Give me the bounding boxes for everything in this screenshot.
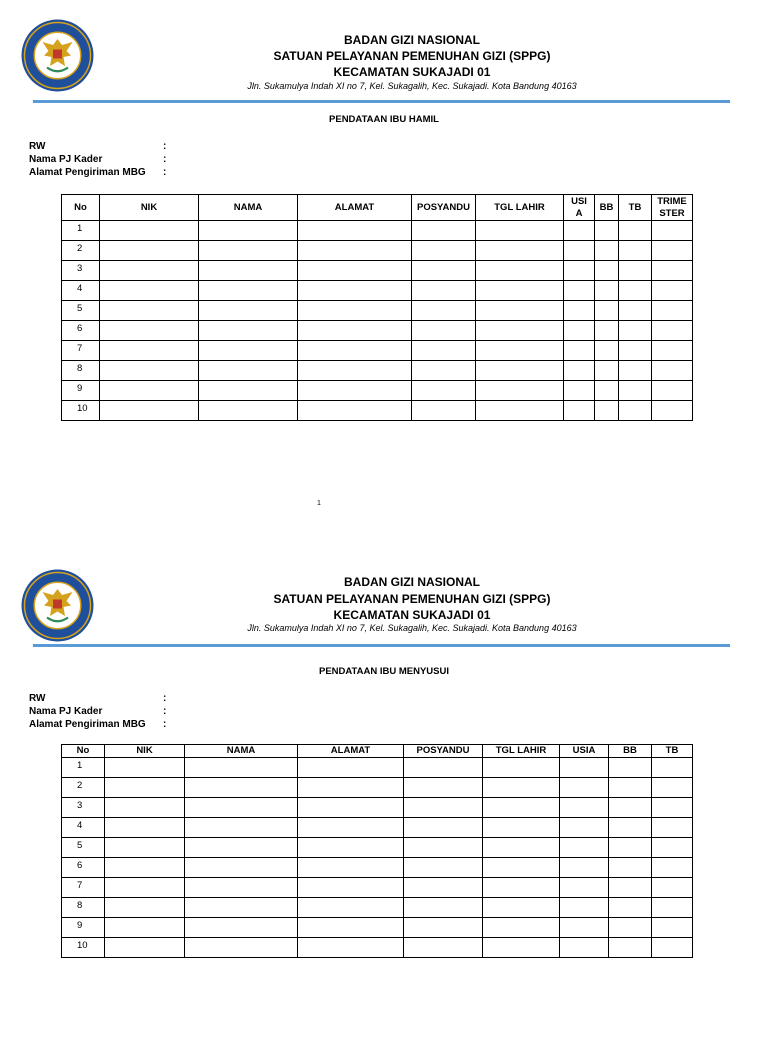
col-nama: NAMA [199, 195, 298, 221]
cell[interactable] [298, 838, 404, 858]
district-name: KECAMATAN SUKAJADI 01 [333, 608, 491, 622]
cell[interactable] [560, 778, 609, 798]
cell[interactable] [185, 918, 298, 938]
cell[interactable] [595, 341, 619, 361]
cell[interactable] [595, 281, 619, 301]
cell[interactable] [619, 321, 652, 341]
cell[interactable] [595, 301, 619, 321]
cell[interactable] [652, 878, 693, 898]
cell[interactable] [652, 381, 693, 401]
cell[interactable] [298, 301, 412, 321]
cell[interactable] [564, 261, 595, 281]
cell[interactable] [652, 281, 693, 301]
table-row [62, 938, 693, 958]
cell[interactable] [105, 938, 185, 958]
cell[interactable] [560, 938, 609, 958]
row-number: 10 [62, 938, 105, 958]
cell[interactable] [298, 798, 404, 818]
cell[interactable] [298, 918, 404, 938]
cell[interactable] [185, 858, 298, 878]
cell[interactable] [298, 858, 404, 878]
cell[interactable] [619, 221, 652, 241]
cell[interactable] [619, 281, 652, 301]
form-title: PENDATAAN IBU MENYUSUI [318, 666, 449, 677]
cell[interactable] [298, 281, 412, 301]
cell[interactable] [560, 918, 609, 938]
cell[interactable] [619, 361, 652, 381]
table-row [62, 758, 693, 778]
cell[interactable] [476, 221, 564, 241]
cell[interactable] [483, 758, 560, 778]
cell[interactable] [105, 838, 185, 858]
cell[interactable] [483, 898, 560, 918]
cell[interactable] [560, 798, 609, 818]
address: Jln. Sukamulya Indah XI no 7, Kel. Sukagalih, Kec. Sukajadi. Kota Bandung 40163 [247, 81, 577, 91]
cell[interactable] [185, 818, 298, 838]
cell[interactable] [564, 401, 595, 421]
unit-name: SATUAN PELAYANAN PEMENUHAN GIZI (SPPG) [273, 592, 551, 606]
cell[interactable] [483, 778, 560, 798]
unit-name: SATUAN PELAYANAN PEMENUHAN GIZI (SPPG) [273, 49, 551, 63]
cell[interactable] [483, 878, 560, 898]
row-number: 2 [62, 241, 100, 261]
cell[interactable] [476, 281, 564, 301]
cell[interactable] [105, 898, 185, 918]
cell[interactable] [483, 838, 560, 858]
cell[interactable] [564, 241, 595, 261]
cell[interactable] [595, 401, 619, 421]
cell[interactable] [564, 321, 595, 341]
cell[interactable] [100, 241, 199, 261]
cell[interactable] [483, 858, 560, 878]
cell[interactable] [652, 838, 693, 858]
cell[interactable] [199, 401, 298, 421]
cell[interactable] [595, 361, 619, 381]
pj-kader-value[interactable]: : [163, 706, 167, 717]
cell[interactable] [100, 341, 199, 361]
cell[interactable] [100, 401, 199, 421]
table-row [62, 858, 693, 878]
cell[interactable] [100, 221, 199, 241]
cell[interactable] [298, 818, 404, 838]
pj-kader-value[interactable]: : [163, 154, 167, 165]
cell[interactable] [185, 938, 298, 958]
cell[interactable] [199, 241, 298, 261]
form-title: PENDATAAN IBU HAMIL [329, 114, 439, 125]
col-no: No [62, 195, 100, 221]
cell[interactable] [100, 281, 199, 301]
cell[interactable] [404, 918, 483, 938]
cell[interactable] [199, 381, 298, 401]
address: Jln. Sukamulya Indah XI no 7, Kel. Sukagalih, Kec. Sukajadi. Kota Bandung 40163 [247, 623, 577, 633]
cell[interactable] [199, 321, 298, 341]
cell[interactable] [298, 758, 404, 778]
cell[interactable] [652, 221, 693, 241]
cell[interactable] [595, 381, 619, 401]
cell[interactable] [298, 381, 412, 401]
cell[interactable] [199, 341, 298, 361]
cell[interactable] [412, 321, 476, 341]
cell[interactable] [619, 241, 652, 261]
org-name: BADAN GIZI NASIONAL [344, 33, 480, 47]
cell[interactable] [652, 798, 693, 818]
col-bb: BB [595, 195, 619, 221]
table-row [62, 301, 693, 321]
cell[interactable] [298, 321, 412, 341]
cell[interactable] [564, 281, 595, 301]
cell[interactable] [483, 938, 560, 958]
table-row [62, 778, 693, 798]
cell[interactable] [476, 301, 564, 321]
cell[interactable] [476, 241, 564, 261]
cell[interactable] [185, 878, 298, 898]
col-nik: NIK [100, 195, 199, 221]
cell[interactable] [476, 341, 564, 361]
table-row [62, 361, 693, 381]
cell[interactable] [652, 818, 693, 838]
cell[interactable] [100, 261, 199, 281]
cell[interactable] [652, 758, 693, 778]
cell[interactable] [105, 758, 185, 778]
cell[interactable] [412, 301, 476, 321]
cell[interactable] [100, 301, 199, 321]
cell[interactable] [100, 381, 199, 401]
cell[interactable] [199, 281, 298, 301]
col-trimester-line2: STER [659, 207, 685, 219]
table-row [62, 401, 693, 421]
cell[interactable] [609, 838, 652, 858]
col-bb: BB [609, 745, 652, 758]
cell[interactable] [404, 878, 483, 898]
cell[interactable] [609, 898, 652, 918]
cell[interactable] [652, 321, 693, 341]
district-name: KECAMATAN SUKAJADI 01 [333, 65, 491, 79]
table-row [62, 818, 693, 838]
cell[interactable] [404, 818, 483, 838]
alamat-label: Alamat Pengiriman MBG [29, 719, 146, 730]
cell[interactable] [609, 858, 652, 878]
header-rule [33, 644, 730, 647]
col-usia-line1: USI [571, 195, 587, 207]
cell[interactable] [476, 261, 564, 281]
cell[interactable] [476, 321, 564, 341]
table-row [62, 321, 693, 341]
cell[interactable] [105, 918, 185, 938]
alamat-value[interactable]: : [163, 167, 167, 178]
table-row [62, 221, 693, 241]
cell[interactable] [609, 798, 652, 818]
cell[interactable] [652, 241, 693, 261]
cell[interactable] [185, 778, 298, 798]
row-number: 1 [62, 758, 105, 778]
table-row [62, 798, 693, 818]
row-number: 2 [62, 778, 105, 798]
cell[interactable] [185, 758, 298, 778]
rw-value[interactable]: : [163, 141, 167, 152]
cell[interactable] [476, 381, 564, 401]
row-number: 9 [62, 918, 105, 938]
cell[interactable] [412, 281, 476, 301]
cell[interactable] [404, 858, 483, 878]
row-number: 10 [62, 401, 100, 421]
cell[interactable] [560, 878, 609, 898]
ibu-hamil-table [61, 194, 693, 421]
cell[interactable] [560, 858, 609, 878]
table-row [62, 898, 693, 918]
cell[interactable] [298, 898, 404, 918]
row-number: 8 [62, 898, 105, 918]
col-posyandu: POSYANDU [404, 745, 483, 758]
cell[interactable] [412, 241, 476, 261]
cell[interactable] [619, 381, 652, 401]
cell[interactable] [199, 301, 298, 321]
cell[interactable] [105, 818, 185, 838]
cell[interactable] [105, 878, 185, 898]
table-row [62, 261, 693, 281]
cell[interactable] [483, 918, 560, 938]
cell[interactable] [412, 381, 476, 401]
cell[interactable] [560, 758, 609, 778]
cell[interactable] [652, 938, 693, 958]
cell[interactable] [560, 818, 609, 838]
cell[interactable] [105, 798, 185, 818]
row-number: 5 [62, 838, 105, 858]
cell[interactable] [404, 838, 483, 858]
cell[interactable] [185, 898, 298, 918]
alamat-label: Alamat Pengiriman MBG [29, 167, 146, 178]
table-row [62, 241, 693, 261]
col-nama: NAMA [185, 745, 298, 758]
cell[interactable] [652, 301, 693, 321]
cell[interactable] [652, 898, 693, 918]
col-nik: NIK [105, 745, 185, 758]
col-tb: TB [652, 745, 693, 758]
table-row [62, 918, 693, 938]
cell[interactable] [298, 361, 412, 381]
row-number: 4 [62, 281, 100, 301]
cell[interactable] [404, 778, 483, 798]
badan-gizi-logo [20, 568, 95, 643]
col-tgl-lahir: TGL LAHIR [476, 195, 564, 221]
table-row [62, 281, 693, 301]
cell[interactable] [609, 778, 652, 798]
cell[interactable] [199, 261, 298, 281]
rw-label: RW [29, 693, 46, 704]
cell[interactable] [298, 241, 412, 261]
row-number: 8 [62, 361, 100, 381]
col-usia [564, 195, 595, 221]
cell[interactable] [404, 758, 483, 778]
cell[interactable] [564, 221, 595, 241]
cell[interactable] [564, 341, 595, 361]
cell[interactable] [105, 778, 185, 798]
row-number: 7 [62, 341, 100, 361]
cell[interactable] [199, 361, 298, 381]
cell[interactable] [298, 778, 404, 798]
table-row [62, 341, 693, 361]
page-2 [0, 550, 768, 1062]
row-number: 1 [62, 221, 100, 241]
cell[interactable] [652, 858, 693, 878]
row-number: 4 [62, 818, 105, 838]
col-trimester-line1: TRIME [657, 195, 687, 207]
cell[interactable] [412, 261, 476, 281]
cell[interactable] [483, 818, 560, 838]
pj-kader-label: Nama PJ Kader [29, 154, 103, 165]
badan-gizi-logo [20, 18, 95, 93]
cell[interactable] [298, 878, 404, 898]
col-usia: USIA [560, 745, 609, 758]
header-rule [33, 100, 730, 103]
cell[interactable] [476, 361, 564, 381]
cell[interactable] [619, 341, 652, 361]
col-alamat: ALAMAT [298, 745, 404, 758]
cell[interactable] [560, 898, 609, 918]
page-1 [0, 0, 768, 512]
cell[interactable] [404, 798, 483, 818]
col-trimester [652, 195, 693, 221]
cell[interactable] [652, 401, 693, 421]
cell[interactable] [595, 261, 619, 281]
cell[interactable] [185, 838, 298, 858]
cell[interactable] [609, 758, 652, 778]
cell[interactable] [412, 401, 476, 421]
cell[interactable] [652, 361, 693, 381]
cell[interactable] [609, 878, 652, 898]
cell[interactable] [483, 798, 560, 818]
cell[interactable] [298, 261, 412, 281]
cell[interactable] [404, 898, 483, 918]
cell[interactable] [560, 838, 609, 858]
cell[interactable] [298, 341, 412, 361]
cell[interactable] [595, 221, 619, 241]
cell[interactable] [609, 818, 652, 838]
col-posyandu: POSYANDU [412, 195, 476, 221]
cell[interactable] [619, 301, 652, 321]
col-tb: TB [619, 195, 652, 221]
cell[interactable] [609, 938, 652, 958]
col-no: No [62, 745, 105, 758]
cell[interactable] [564, 361, 595, 381]
table-row [62, 838, 693, 858]
cell[interactable] [412, 221, 476, 241]
cell[interactable] [412, 341, 476, 361]
row-number: 3 [62, 798, 105, 818]
cell[interactable] [619, 261, 652, 281]
cell[interactable] [652, 341, 693, 361]
rw-label: RW [29, 141, 46, 152]
pj-kader-label: Nama PJ Kader [29, 706, 103, 717]
cell[interactable] [298, 401, 412, 421]
row-number: 6 [62, 858, 105, 878]
row-number: 5 [62, 301, 100, 321]
cell[interactable] [298, 938, 404, 958]
cell[interactable] [652, 778, 693, 798]
page-number: 1 [317, 500, 321, 507]
row-number: 9 [62, 381, 100, 401]
cell[interactable] [564, 381, 595, 401]
alamat-value[interactable]: : [163, 719, 167, 730]
col-usia-line2: A [575, 207, 583, 219]
table-row [62, 878, 693, 898]
col-alamat: ALAMAT [298, 195, 412, 221]
table-row [62, 381, 693, 401]
cell[interactable] [298, 221, 412, 241]
ibu-menyusui-table [61, 744, 693, 958]
col-tgl-lahir: TGL LAHIR [483, 745, 560, 758]
cell[interactable] [652, 261, 693, 281]
row-number: 7 [62, 878, 105, 898]
cell[interactable] [412, 361, 476, 381]
cell[interactable] [476, 401, 564, 421]
cell[interactable] [100, 361, 199, 381]
cell[interactable] [564, 301, 595, 321]
rw-value[interactable]: : [163, 693, 167, 704]
cell[interactable] [404, 938, 483, 958]
cell[interactable] [619, 401, 652, 421]
row-number: 6 [62, 321, 100, 341]
cell[interactable] [199, 221, 298, 241]
cell[interactable] [609, 918, 652, 938]
org-name: BADAN GIZI NASIONAL [344, 575, 480, 589]
cell[interactable] [595, 241, 619, 261]
cell[interactable] [100, 321, 199, 341]
cell[interactable] [185, 798, 298, 818]
row-number: 3 [62, 261, 100, 281]
cell[interactable] [652, 918, 693, 938]
cell[interactable] [595, 321, 619, 341]
cell[interactable] [105, 858, 185, 878]
